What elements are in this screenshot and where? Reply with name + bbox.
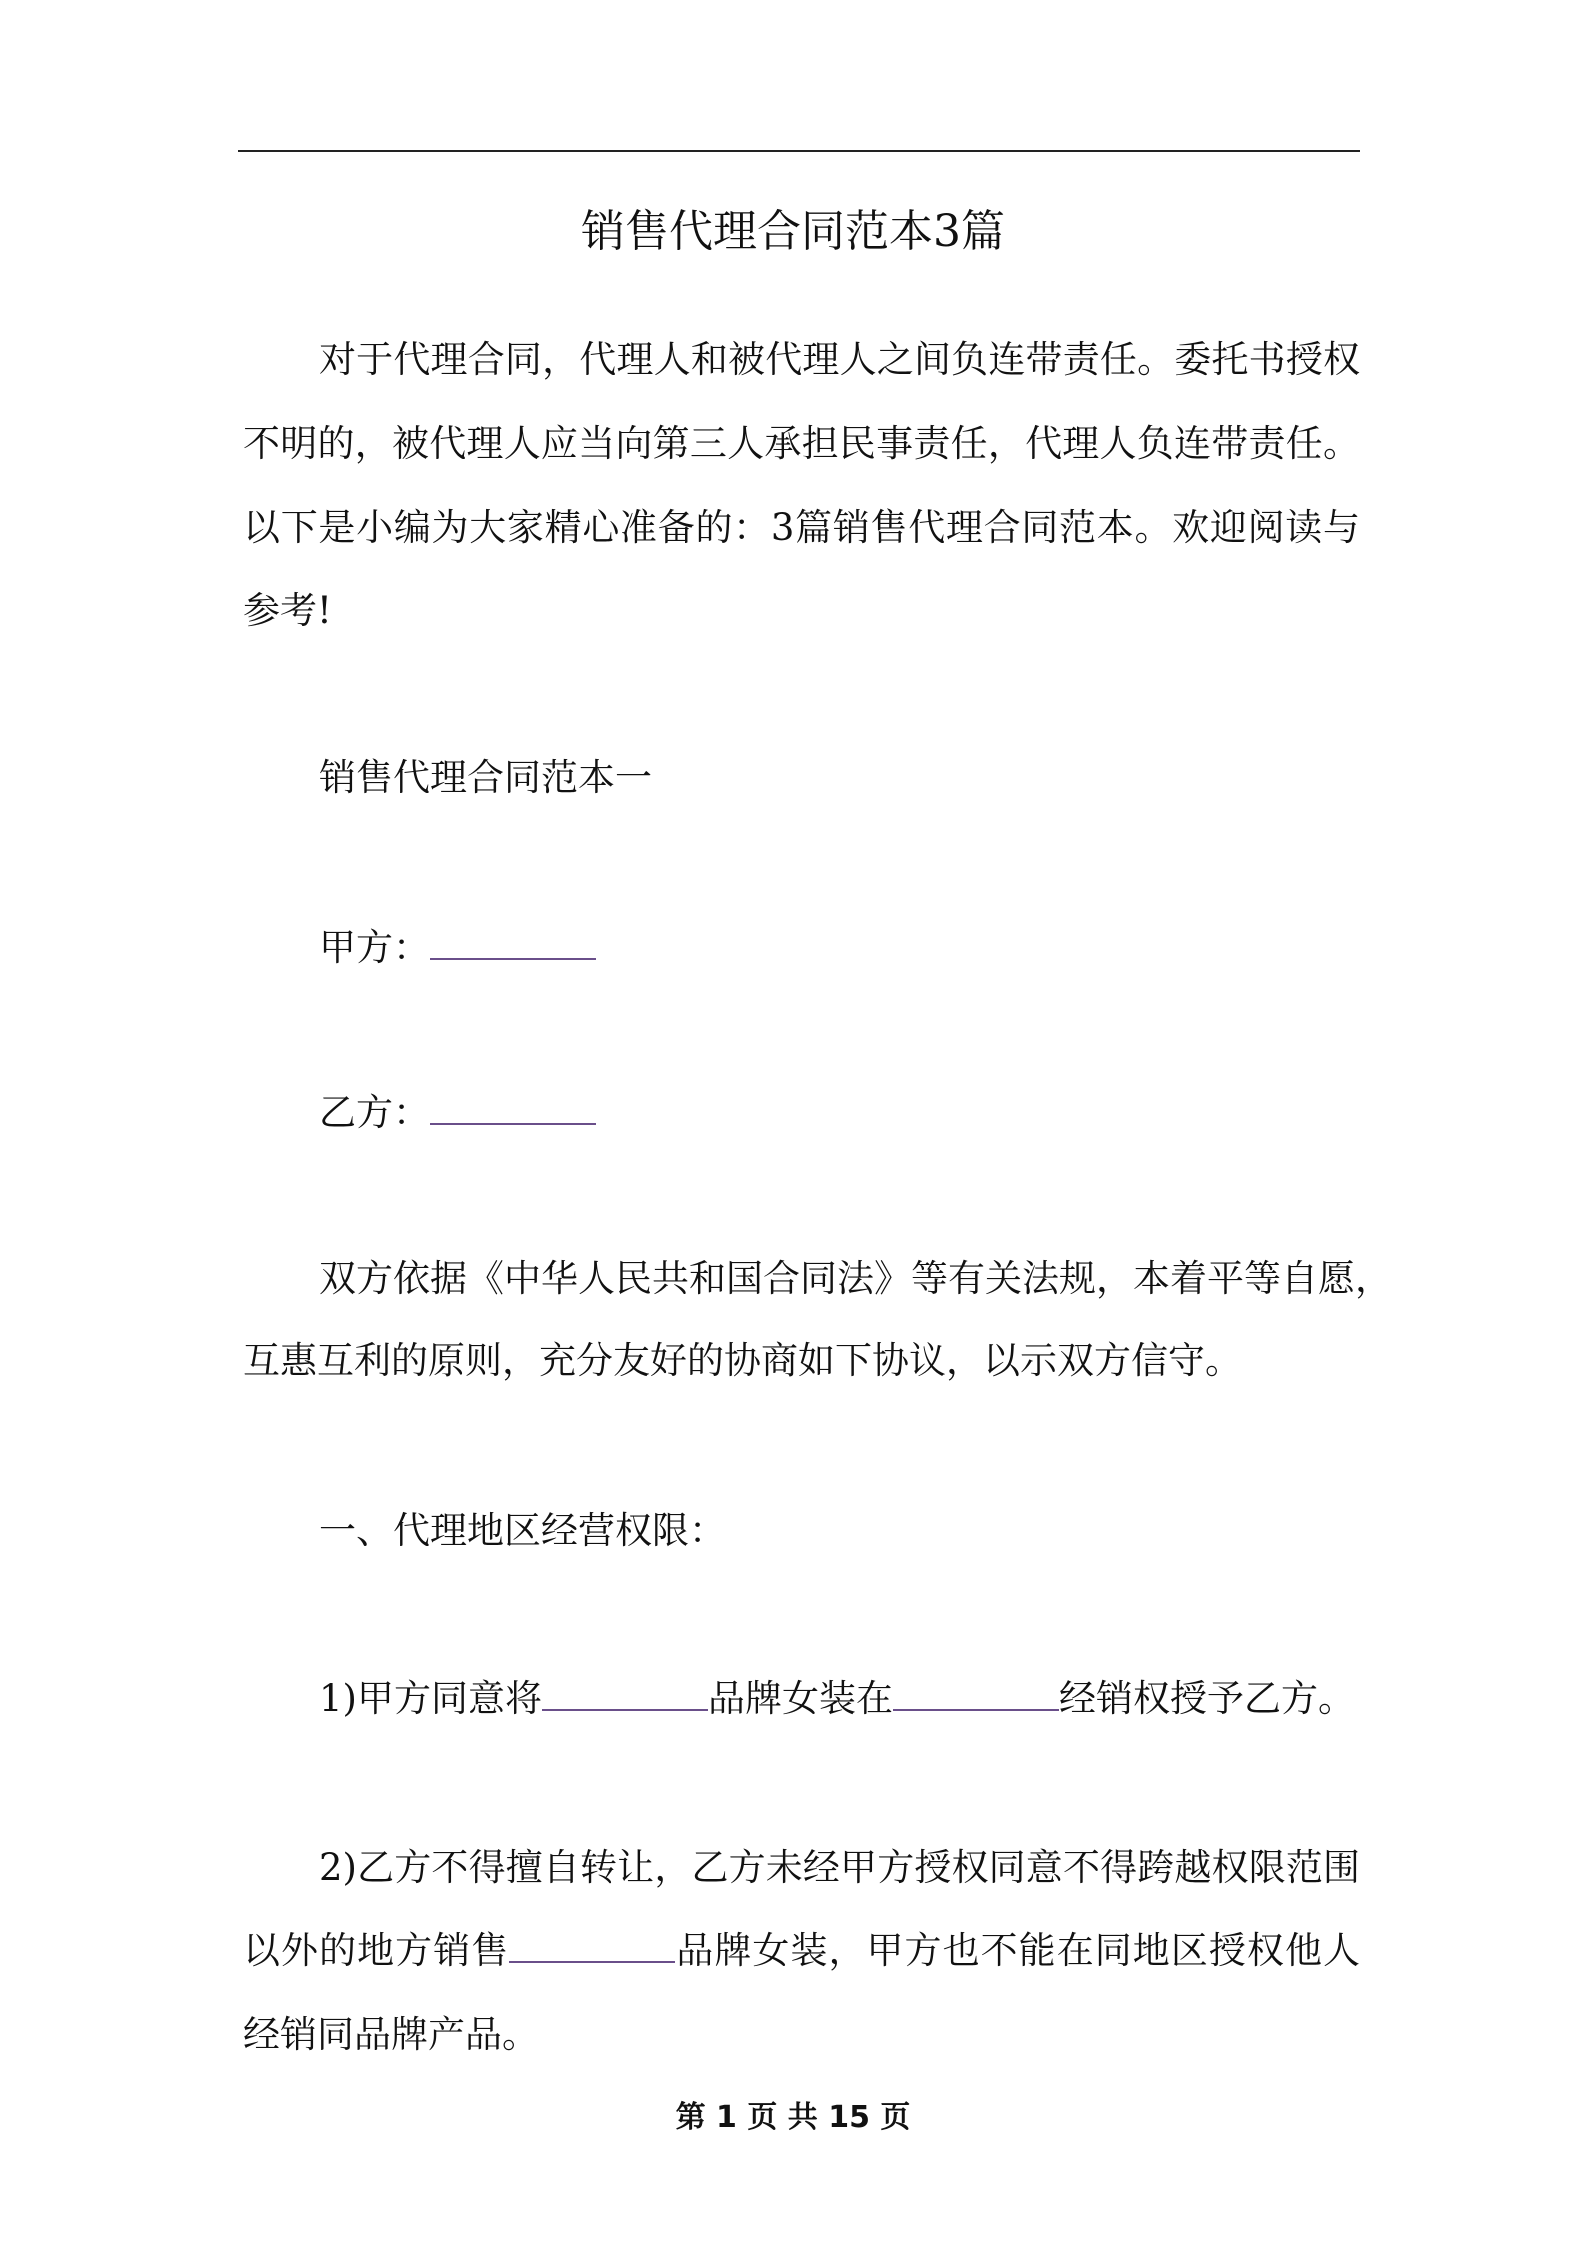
- item-1: [243, 1669, 1355, 1729]
- preamble-line: 双方依据《中华人民共和国合同法》等有关法规，本着平等自愿，: [319, 1257, 1392, 1300]
- item-2-line: [243, 1921, 1360, 1981]
- party-b-blank[interactable]: [430, 1083, 596, 1125]
- intro-line: 以下是小编为大家精心准备的：3篇销售代理合同范本。欢迎阅读与: [243, 506, 1360, 549]
- region-blank[interactable]: [893, 1669, 1059, 1711]
- preamble-line: 互惠互利的原则，充分友好的协商如下协议，以示双方信守。: [243, 1339, 1242, 1382]
- item-1-text: 品牌女装在: [707, 1677, 893, 1720]
- header-rule: [238, 150, 1360, 152]
- party-b-line: [243, 1083, 596, 1143]
- item-2-text: 品牌女装，甲方也不能在同地区授权他人: [675, 1929, 1361, 1972]
- document-title: 销售代理合同范本3篇: [581, 206, 1005, 257]
- item-2-line: 2)乙方不得擅自转让，乙方未经甲方授权同意不得跨越权限范围: [319, 1846, 1360, 1889]
- intro-line: 不明的，被代理人应当向第三人承担民事责任，代理人负连带责任。: [243, 422, 1360, 465]
- party-b-label: 乙方：: [319, 1091, 430, 1134]
- item-2-text: 以外的地方销售: [243, 1929, 510, 1972]
- clause-heading: 一、代理地区经营权限：: [319, 1509, 726, 1552]
- intro-line: 参考!: [243, 589, 332, 632]
- brand-blank[interactable]: [542, 1669, 708, 1711]
- party-a-label: 甲方：: [319, 926, 430, 969]
- item-1-text: 1)甲方同意将: [319, 1677, 542, 1720]
- intro-line: 对于代理合同，代理人和被代理人之间负连带责任。委托书授权: [319, 338, 1360, 381]
- item-2-line: 经销同品牌产品。: [243, 2013, 539, 2056]
- brand-blank-2[interactable]: [509, 1921, 675, 1963]
- page-number: 第 1 页 共 15 页: [675, 2100, 911, 2135]
- party-a-line: [243, 918, 596, 978]
- section-heading: 销售代理合同范本一: [319, 756, 652, 799]
- party-a-blank[interactable]: [430, 918, 596, 960]
- item-1-text: 经销权授予乙方。: [1058, 1677, 1355, 1720]
